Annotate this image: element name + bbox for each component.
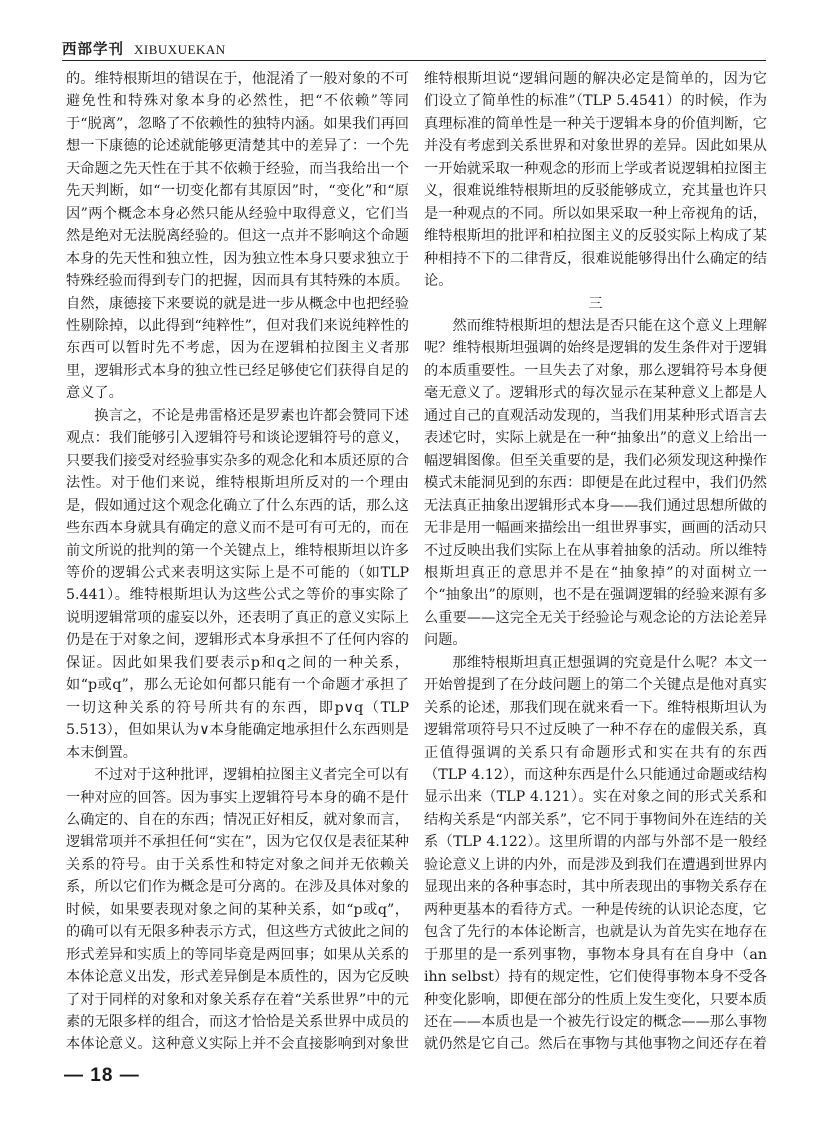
running-header [62,38,762,58]
paragraph: 然而维特根斯坦的想法是否只能在这个意义上理解呢？维特根斯坦强调的始终是逻辑的发生条件对于逻辑的本质重要性。一旦失去了对象，那么逻辑符号本身便毫无意义了。逻辑形式的每次显示在某种意义上都是人通过自己的直观活动发现的，当我们用某种形式语言去表述它时，实际上就是在一种“抽象出”的意义上给出一幅逻辑图像。但至关重要的是，我们必须发现这种操作模式未能洞见到的东西：即便是在此过程中，我们仍然无法真正抽象出逻辑形式本身——我们通过思想所做的无非是用一幅画来描绘出一组世界事实，画画的活动只不过反映出我们实际上在从事着抽象的活动。所以维特根斯坦真正的意思并不是在“抽象掉”的对面树立一个“抽象出”的原则，也不是在强调逻辑的经验来源有多么重要——这完全无关于经验论与观念论的方法论差异问题。 [424,317,767,649]
paragraph: 那维特根斯坦真正想强调的究竟是什么呢？本文一开始曾提到了在分歧问题上的第二个关键点是他对真实关系的论述，那我们现在就来看一下。维特根斯坦认为逻辑常项符号只不过反映了一种不存在的虚假关系，真正值得强调的关系只有命题形式和实在共有的东西（TLP 4.12），而这种东西是什么只能通过命题或结构显示出来（TLP 4.121）。实在对象之间的形式关系和结构关系是“内部关系”，它不同于事物间外在连结的关系（TLP 4.122）。这里所谓的内部与外部不是一般经验论意义上讲的内外，而是涉及到我们在遭遇到世界内显现出来的各种事态时，其中所表现出的事物关系存在两种更基本的看待方式。一种是传统的认识论态度，它包含了先行的本体论断言，也就是认为首先实在地存在于那里的是一系列事物，事物本身具有在自身中（an ihn selbst）持有的规定性，它们使得事物本身不受各种变化影响，即便在部分的性质上发生变化，只要本质还在——本质也是一个被先行设定的概念——那么事物就仍然是它自己。然后在事物与其他事物之间还存在着 [424,654,767,1053]
right-column [424,68,767,1058]
journal-title: 西部学刊 [62,42,124,58]
paragraph: 的。维特根斯坦的错误在于，他混淆了一般对象的不可避免性和特殊对象本身的必然性，把“不依赖”等同于“脱离”，忽略了不依赖性的独特内涵。如果我们再回想一下康德的论述就能够更清楚其中的差异了：一个先天命题之先天性在于其不依赖于经验，而当我给出一个先天判断，如“一切变化都有其原因”时，“变化”和“原因”两个概念本身必然只能从经验中取得意义，它们当然是绝对无法脱离经验的。但这一点并不影响这个命题本身的先天性和独立性，因为独立性本身只要求独立于特殊经验而得到专门的把握，因而具有其特殊的本质。自然，康德接下来要说的就是进一步从概念中也把经验性剔除掉，以此得到“纯粹性”，但对我们来说纯粹性的东西可以暂时先不考虑，因为在逻辑柏拉图主义者那里，逻辑形式本身的独立性已经足够使它们获得自足的意义了。 [66,71,409,402]
left-column [66,68,409,1058]
paragraph: 换言之，不论是弗雷格还是罗素也许都会赞同下述观点：我们能够引入逻辑符号和谈论逻辑符号的意义，只要我们接受对经验事实杂多的观念化和本质还原的合法性。对于他们来说，维特根斯坦所反对的一个理由是，假如通过这个观念化确立了什么东西的话，那么这些东西本身就具有确定的意义而不是可有可无的，而在前文所说的批判的第一个关键点上，维特根斯坦以许多等价的逻辑公式来表明这实际上是不可能的（如TLP 5.441）。维特根斯坦认为这些公式之等价的事实除了说明逻辑常项的虚妄以外，还表明了真正的意义实际上仍是在于对象之间，逻辑形式本身承担不了任何内容的保证。因此如果我们要表示p和q之间的一种关系，如“p或q”，那么无论如何都只能有一个命题才承担了一切这种关系的符号所共有的东西，即p∨q（TLP 5.513），但如果认为∨本身能确定地承担什么东西则是本末倒置。 [66,407,409,761]
section-number: 三 [588,295,603,312]
paragraph: 不过对于这种批评，逻辑柏拉图主义者完全可以有一种对应的回答。因为事实上逻辑符号本身的确不是什么确定的、自在的东西；情况正好相反，就对象而言，逻辑常项并不承担任何“实在”，因为它仅仅是表征某种关系的符号。由于关系性和特定对象之间并无依赖关系，所以它们作为概念是可分离的。在涉及具体对象的时候，如果要表现对象之间的某种关系，如“p或q”，的确可以有无限多种表示方式，但这些方式彼此之间的形式差异和实质上的等同毕竟是两回事；如果从关系的本体论意义出发，形式差异倒是本质性的，因为它反映了对于同样的对象和对象关系存在着“关系世界”中的元素的无限多样的组合，而这才恰恰是关系世界中成员的本体论意义。这种意义实际上并不会直接影响到对象世 [66,767,409,1053]
journal-title-latin: XIBUXUEKAN [134,42,226,57]
page-number: — 18 — [64,1065,140,1086]
header-rule [62,60,766,61]
paragraph: 维特根斯坦说“逻辑问题的解决必定是简单的，因为它们设立了简单性的标准”（TLP 5.4541）的时候，作为真理标准的简单性是一种关于逻辑本身的价值判断，它并没有考虑到关系世界和对象世界的差异。因此如果从一开始就采取一种观念的形而上学或者说逻辑柏拉图主义，很难说维特根斯坦的反驳能够成立，充其量也许只是一种观点的不同。所以如果采取一种上帝视角的话，维特根斯坦的批评和柏拉图主义的反驳实际上构成了某种相持不下的二律背反，很难说能够得出什么确定的结论。 [424,71,767,290]
